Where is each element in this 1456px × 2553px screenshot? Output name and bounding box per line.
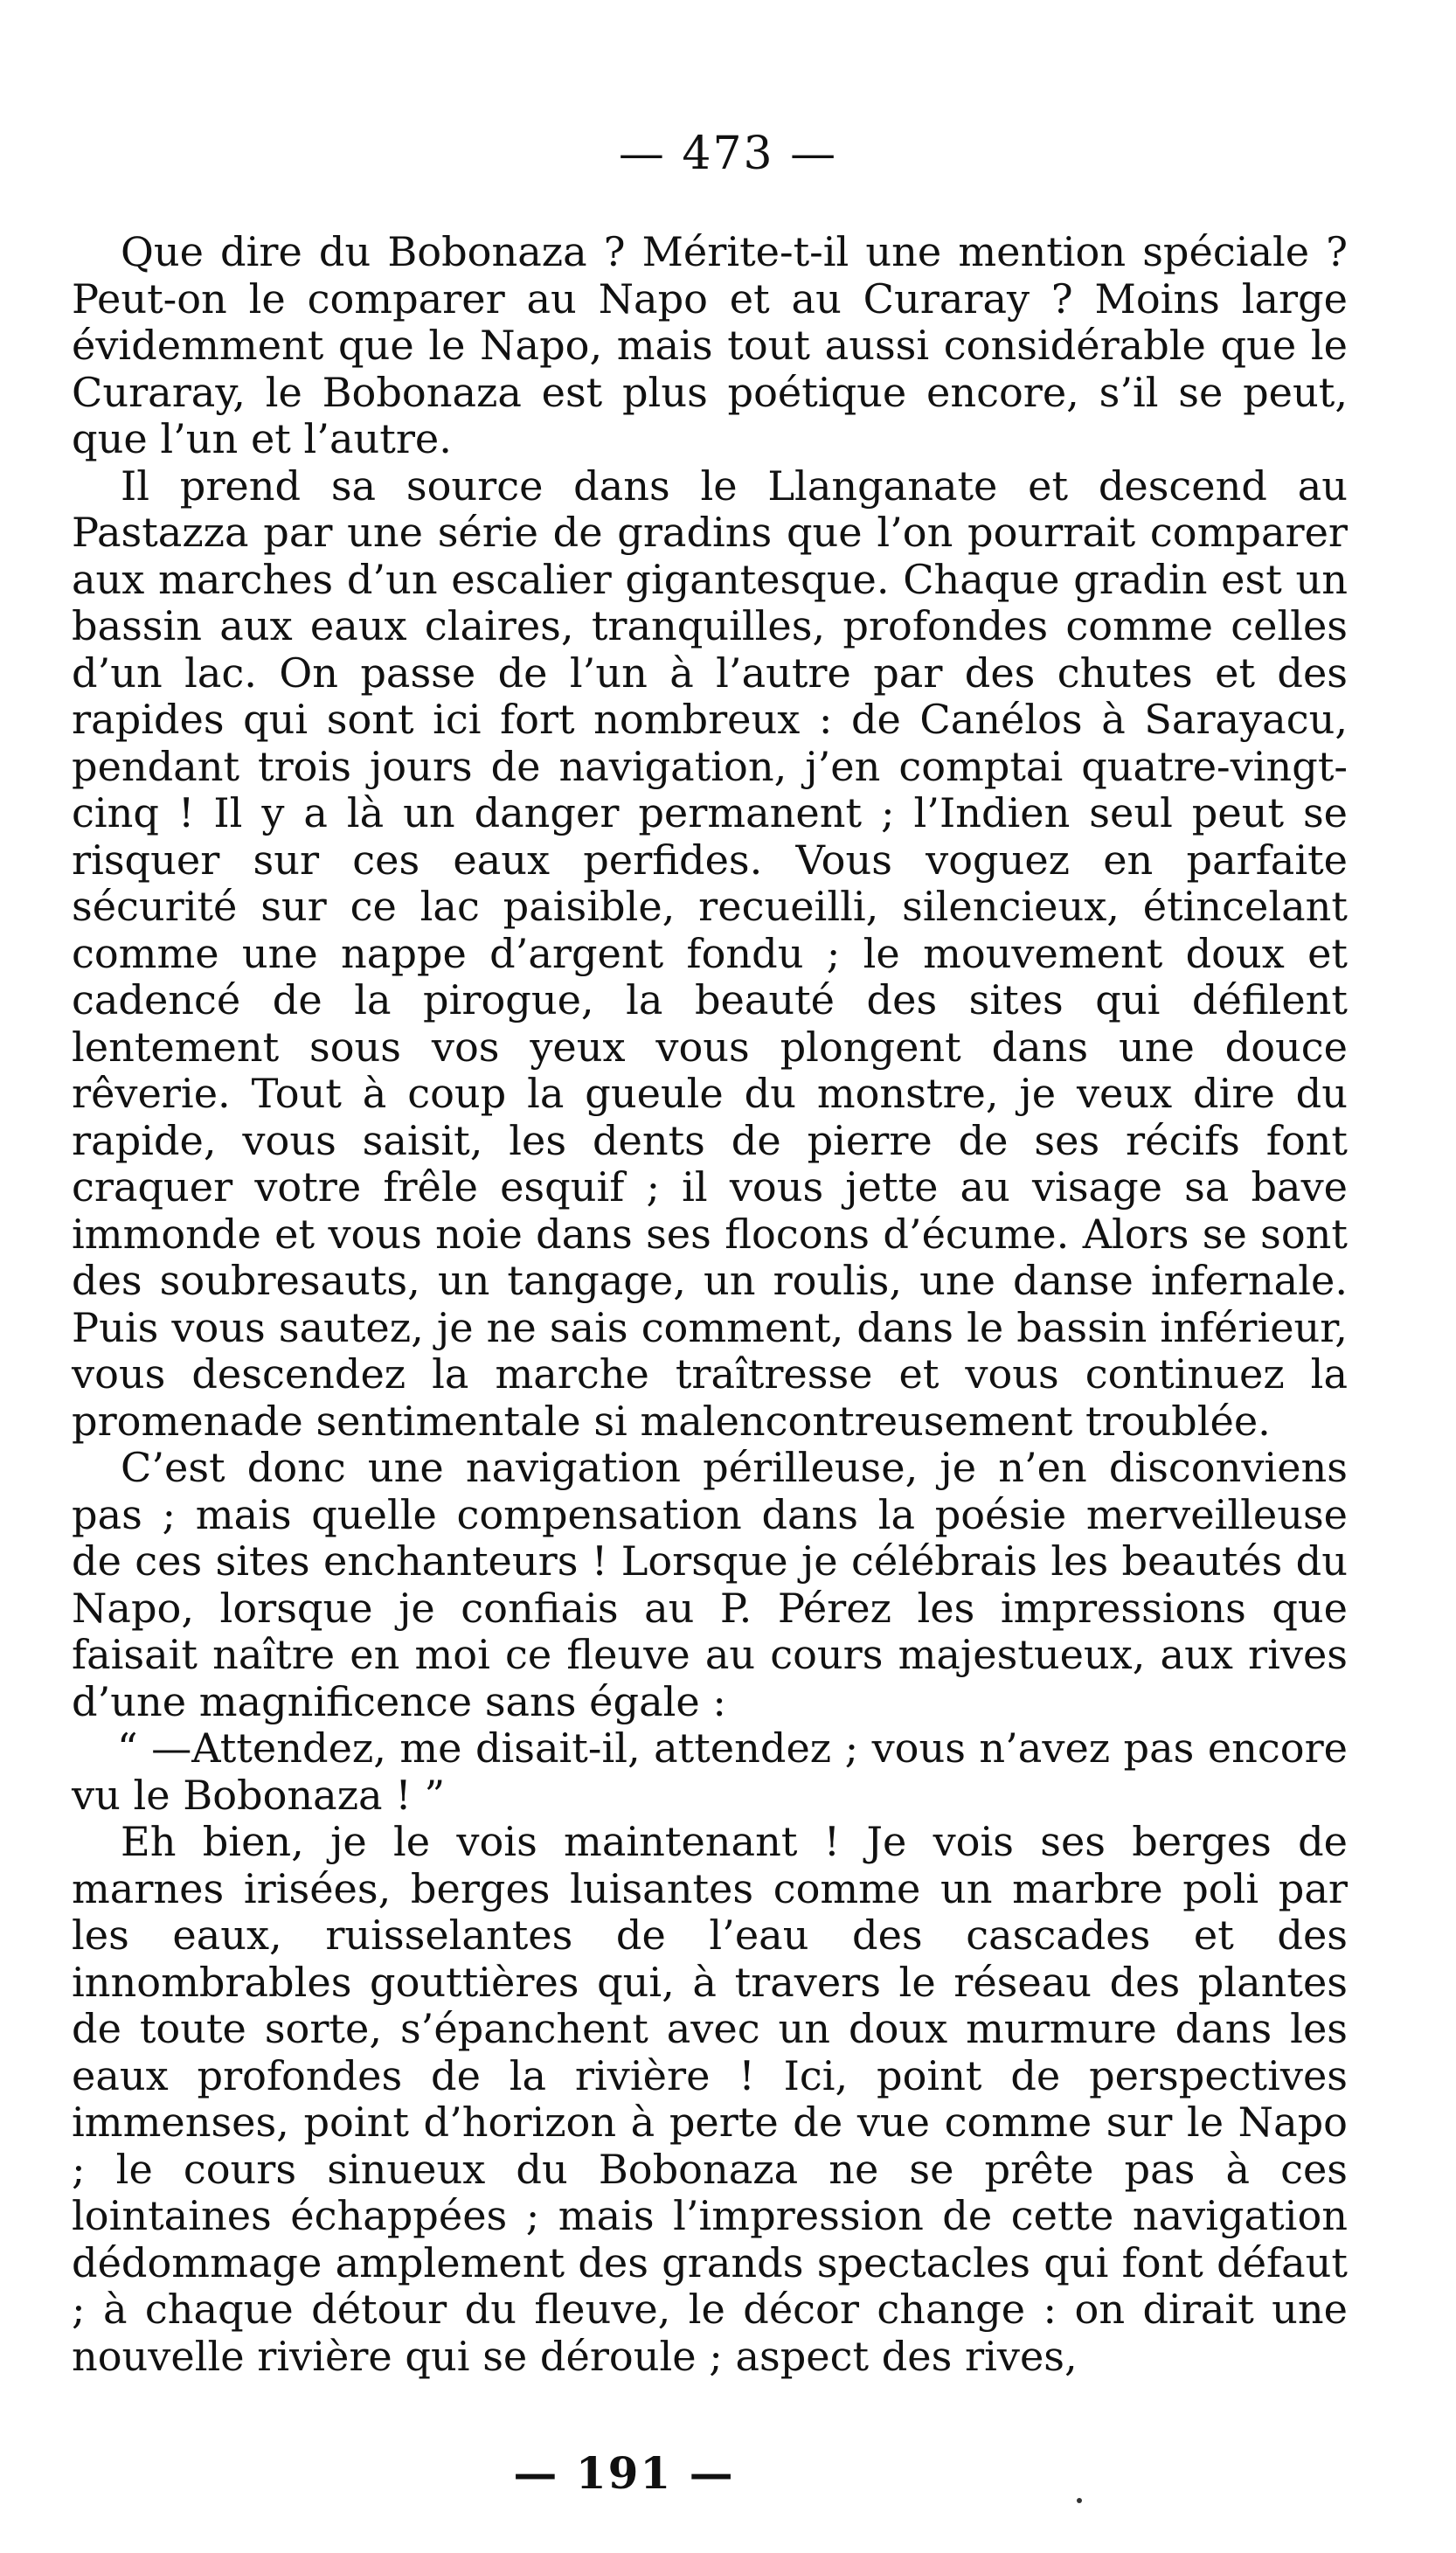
- paragraph-banks: Eh bien, je le vois maintenant ! Je vois ses berges de marnes irisées, berges luisantes comme un marbre poli par les eaux, ruisselantes de l’eau des cascades et des innombrables gouttières qui, à travers le réseau des plantes de toute sorte, s’épanchent avec un doux murmure dans les eaux profondes de la rivière ! Ici, point de perspectives immenses, point d’horizon à perte de vue comme sur le Napo ; le cours sinueux du Bobonaza ne se prête pas à ces lointaines échappées ; mais l’impression de cette navigation dédommage amplement des grands spectacles qui font défaut ; à chaque détour du fleuve, le décor change : on dirait une nouvelle rivière qui se déroule ; aspect des rives,: [72, 1818, 1348, 2380]
- page-number: — 473 —: [618, 128, 838, 180]
- paragraph-river-description: Il prend sa source dans le Llanganate et descend au Pastazza par une série de gradins que l’on pourrait comparer aux marches d’un escalier gigantesque. Chaque gradin est un bassin aux eaux claires, tranquilles, profondes comme celles d’un lac. On passe de l’un à l’autre par des chutes et des rapides qui sont ici fort nombreux : de Canélos à Sarayacu, pendant trois jours de navigation, j’en comptai quatre-vingt-cinq ! Il y a là un danger permanent ; l’Indien seul peut se risquer sur ces eaux perfides. Vous voguez en parfaite sécurité sur ce lac paisible, recueilli, silencieux, étincelant comme une nappe d’argent fondu ; le mouvement doux et cadencé de la pirogue, la beauté des sites qui défilent lentement sous vos yeux vous plongent dans une douce rêverie. Tout à coup la gueule du monstre, je veux dire du rapide, vous saisit, les dents de pierre de ses récifs font craquer votre frêle esquif ; il vous jette au visage sa bave immonde et vous noie dans ses flocons d’écume. Alors se sont des soubresauts, un tangage, un roulis, une danse infernale. Puis vous sautez, je ne sais comment, dans le bassin inférieur, vous descendez la marche traîtresse et vous continuez la promenade sentimentale si malencontreusement troublée.: [72, 461, 1348, 1445]
- paragraph-navigation: C’est donc une navigation périlleuse, je n’en disconviens pas ; mais quelle compensation dans la poésie merveilleuse de ces sites enchanteurs ! Lorsque je célébrais les beautés du Napo, lorsque je confiais au P. Pérez les impressions que faisait naître en moi ce fleuve au cours majestueux, aux rives d’une magnificence sans égale :: [72, 1444, 1348, 1725]
- paragraph-quotation: “ —Attendez, me disait-il, attendez ; vous n’avez pas encore vu le Bobonaza ! ”: [72, 1724, 1348, 1819]
- sheet-number: — 191 —: [513, 2447, 735, 2499]
- paragraph-bobonaza-intro: Que dire du Bobonaza ? Mérite-t-il une mention spéciale ? Peut-on le comparer au Napo et au Curaray ? Moins large évidemment que le Napo, mais tout aussi considérable que le Curaray, le Bobonaza est plus poétique encore, s’il se peut, que l’un et l’autre.: [72, 228, 1348, 462]
- body-text: [72, 229, 1348, 2380]
- paper-speck: [1077, 2498, 1082, 2503]
